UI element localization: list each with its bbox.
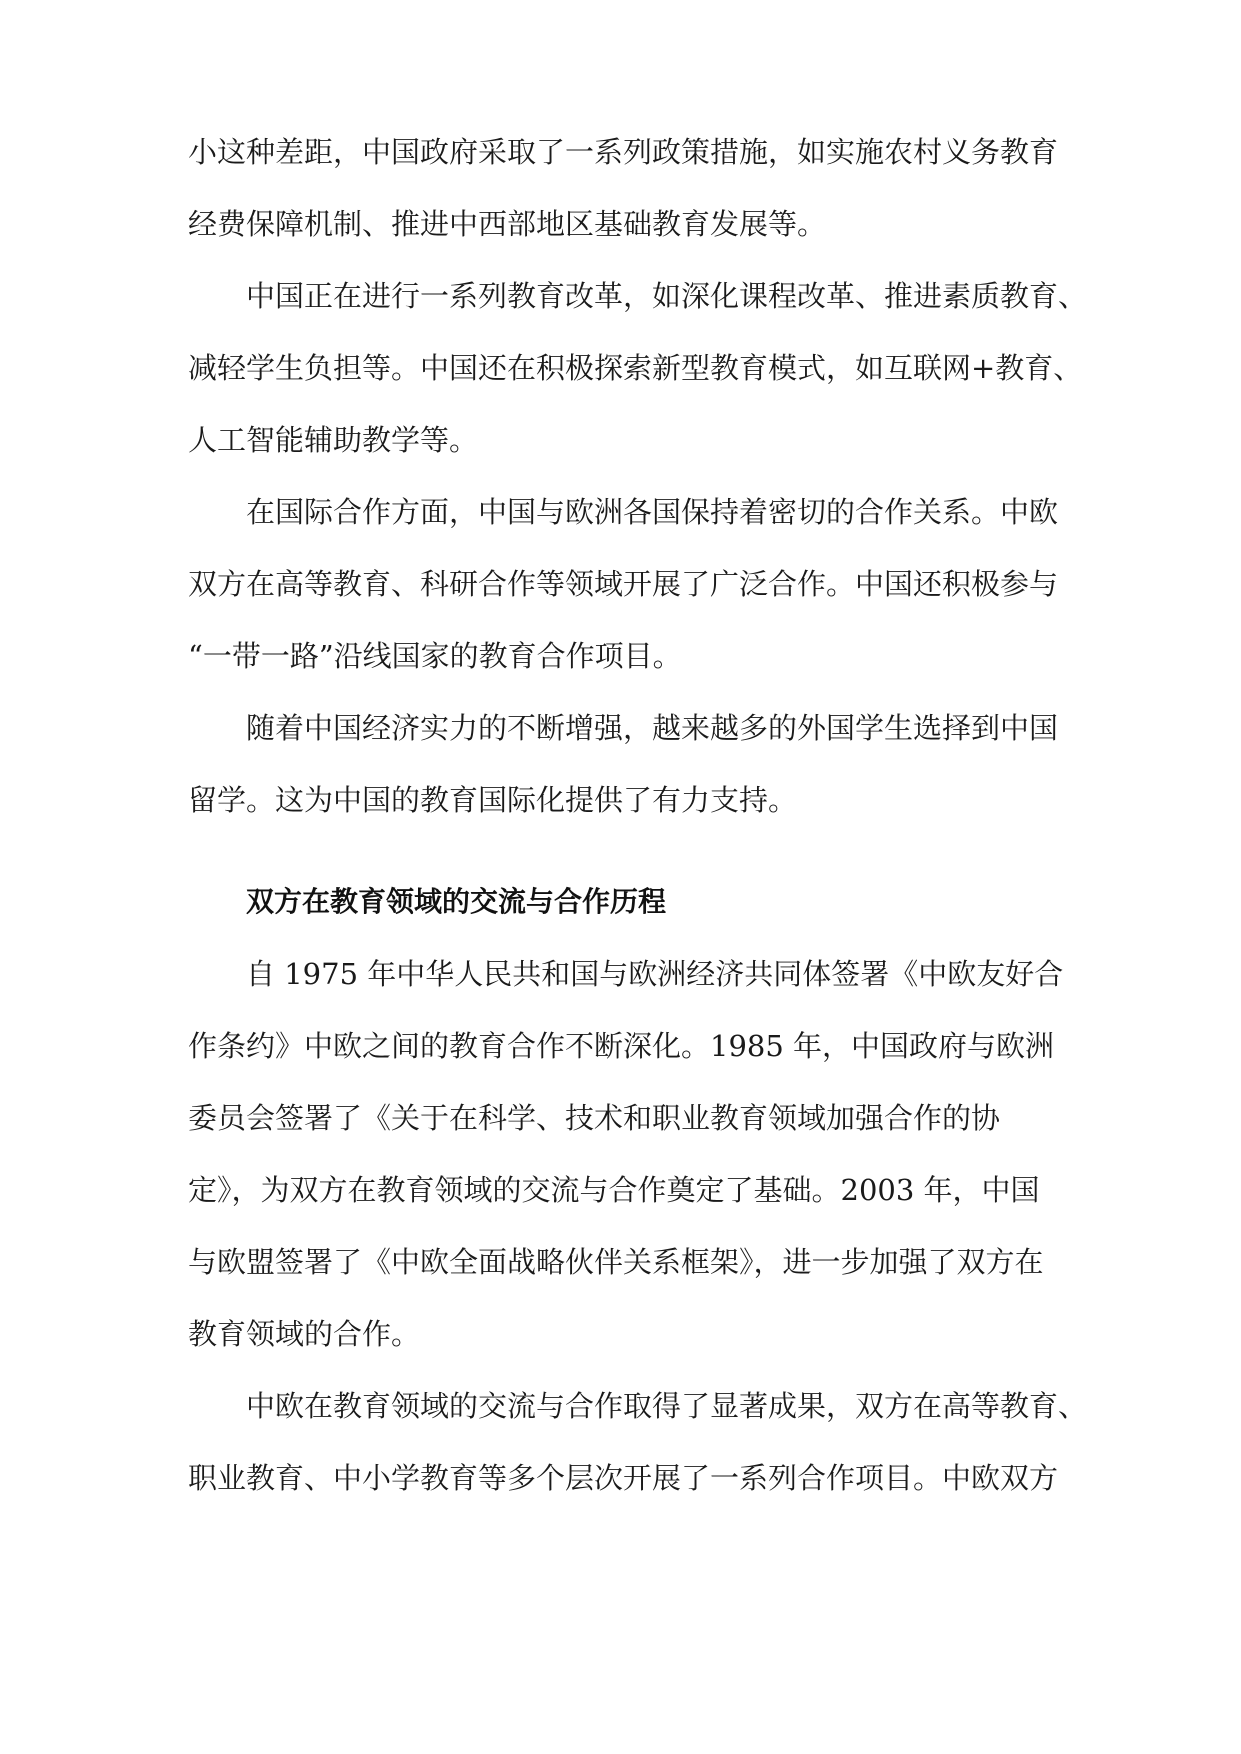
paragraph-line: 双方在高等教育、科研合作等领域开展了广泛合作。中国还积极参与: [188, 567, 1059, 601]
paragraph-line: 职业教育、中小学教育等多个层次开展了一系列合作项目。中欧双方: [188, 1461, 1059, 1495]
paragraph-line: 与欧盟签署了《中欧全面战略伙伴关系框架》，进一步加强了双方在: [188, 1245, 1044, 1279]
paragraph-line: 作条约》中欧之间的教育合作不断深化。1985 年，中国政府与欧洲: [188, 1029, 1055, 1063]
paragraph-line: 中国正在进行一系列教育改革，如深化课程改革、推进素质教育、: [246, 279, 1088, 313]
paragraph-line: 定》，为双方在教育领域的交流与合作奠定了基础。2003 年，中国: [188, 1173, 1040, 1207]
paragraph-line: 小这种差距，中国政府采取了一系列政策措施，如实施农村义务教育: [188, 135, 1059, 169]
paragraph-line: 人工智能辅助教学等。: [188, 423, 479, 457]
paragraph-line: 委员会签署了《关于在科学、技术和职业教育领域加强合作的协: [188, 1101, 1001, 1135]
paragraph-line: 留学。这为中国的教育国际化提供了有力支持。: [188, 783, 798, 817]
section-heading: 双方在教育领域的交流与合作历程: [246, 885, 667, 918]
paragraph-line: 中欧在教育领域的交流与合作取得了显著成果，双方在高等教育、: [246, 1389, 1088, 1423]
paragraph-line: 自 1975 年中华人民共和国与欧洲经济共同体签署《中欧友好合: [246, 957, 1064, 991]
paragraph-line: 经费保障机制、推进中西部地区基础教育发展等。: [188, 207, 827, 241]
paragraph-line: 随着中国经济实力的不断增强，越来越多的外国学生选择到中国: [246, 711, 1059, 745]
paragraph-line: 减轻学生负担等。中国还在积极探索新型教育模式，如互联网+教育、: [188, 351, 1083, 385]
paragraph-line: 在国际合作方面，中国与欧洲各国保持着密切的合作关系。中欧: [246, 495, 1059, 529]
paragraph-line: 教育领域的合作。: [188, 1317, 421, 1351]
paragraph-line: “一带一路”沿线国家的教育合作项目。: [188, 639, 682, 673]
